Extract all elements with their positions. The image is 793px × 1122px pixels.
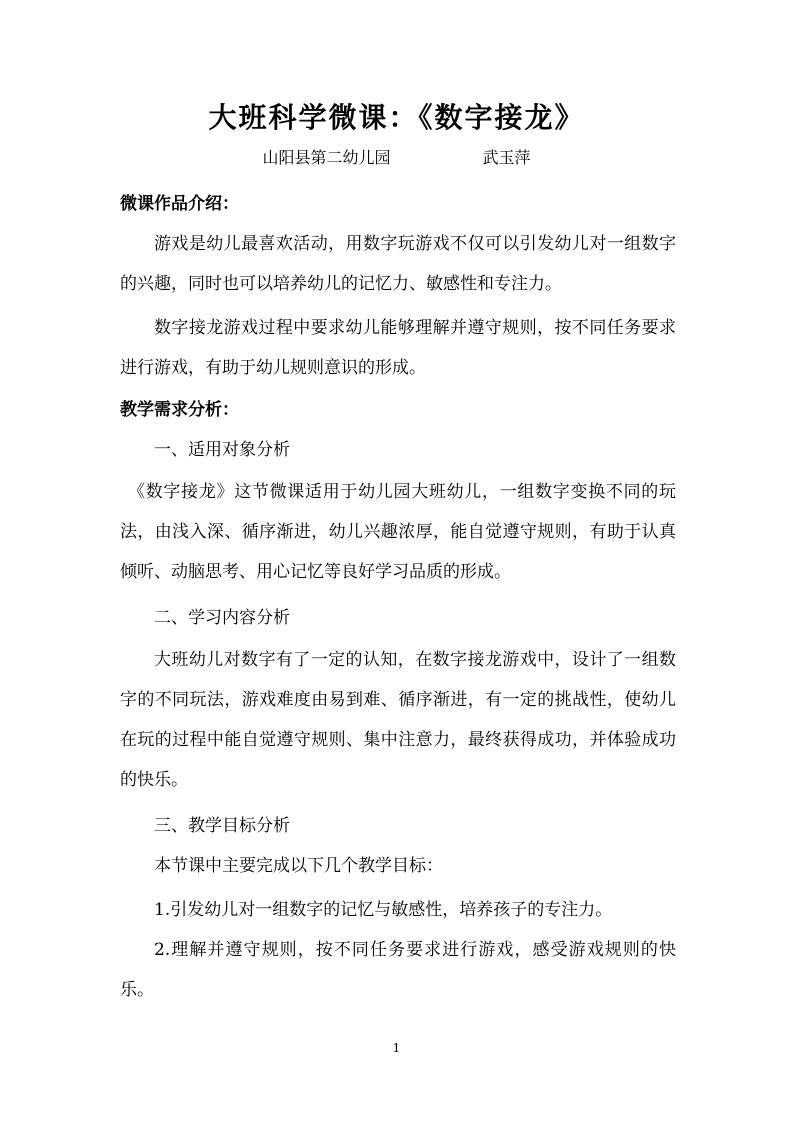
goal-item-2: 2.理解并遵守规则，按不同任务要求进行游戏，感受游戏规则的快乐。 — [120, 940, 676, 1000]
section-heading-intro: 微课作品介绍： — [120, 194, 239, 214]
byline — [0, 145, 793, 171]
goals-intro: 本节课中主要完成以下几个教学目标： — [154, 856, 443, 876]
subheading-content: 二、学习内容分析 — [154, 608, 290, 628]
school-name: 山阳县第二幼儿园 — [262, 148, 391, 167]
document-title: 大班科学微课：《数字接龙》 — [208, 101, 585, 134]
section-heading-needs: 教学需求分析： — [120, 400, 239, 420]
page-number: 1 — [392, 1041, 401, 1055]
goal-item-1: 1.引发幼儿对一组数字的记忆与敏感性，培养孩子的专注力。 — [154, 900, 613, 920]
audience-paragraph: 《数字接龙》这节微课适用于幼儿园大班幼儿，一组数字变换不同的玩法，由浅入深、循序渐进，幼儿兴趣浓厚，能自觉遵守规则，有助于认真倾听、动脑思考、用心记忆等良好学习品质的形成。 — [120, 482, 676, 582]
content-paragraph: 大班幼儿对数字有了一定的认知，在数字接龙游戏中，设计了一组数字的不同玩法，游戏难度由易到难、循序渐进，有一定的挑战性，使幼儿在玩的过程中能自觉遵守规则、集中注意力，最终获得成功，并体验成功的快乐。 — [120, 650, 676, 790]
author-name: 武玉萍 — [482, 148, 531, 167]
subheading-audience: 一、适用对象分析 — [154, 440, 290, 460]
subheading-goals: 三、教学目标分析 — [154, 816, 290, 836]
intro-paragraph-2: 数字接龙游戏过程中要求幼儿能够理解并遵守规则，按不同任务要求进行游戏，有助于幼儿规则意识的形成。 — [120, 318, 676, 378]
intro-paragraph-1: 游戏是幼儿最喜欢活动，用数字玩游戏不仅可以引发幼儿对一组数字的兴趣，同时也可以培养幼儿的记忆力、敏感性和专注力。 — [120, 234, 676, 294]
